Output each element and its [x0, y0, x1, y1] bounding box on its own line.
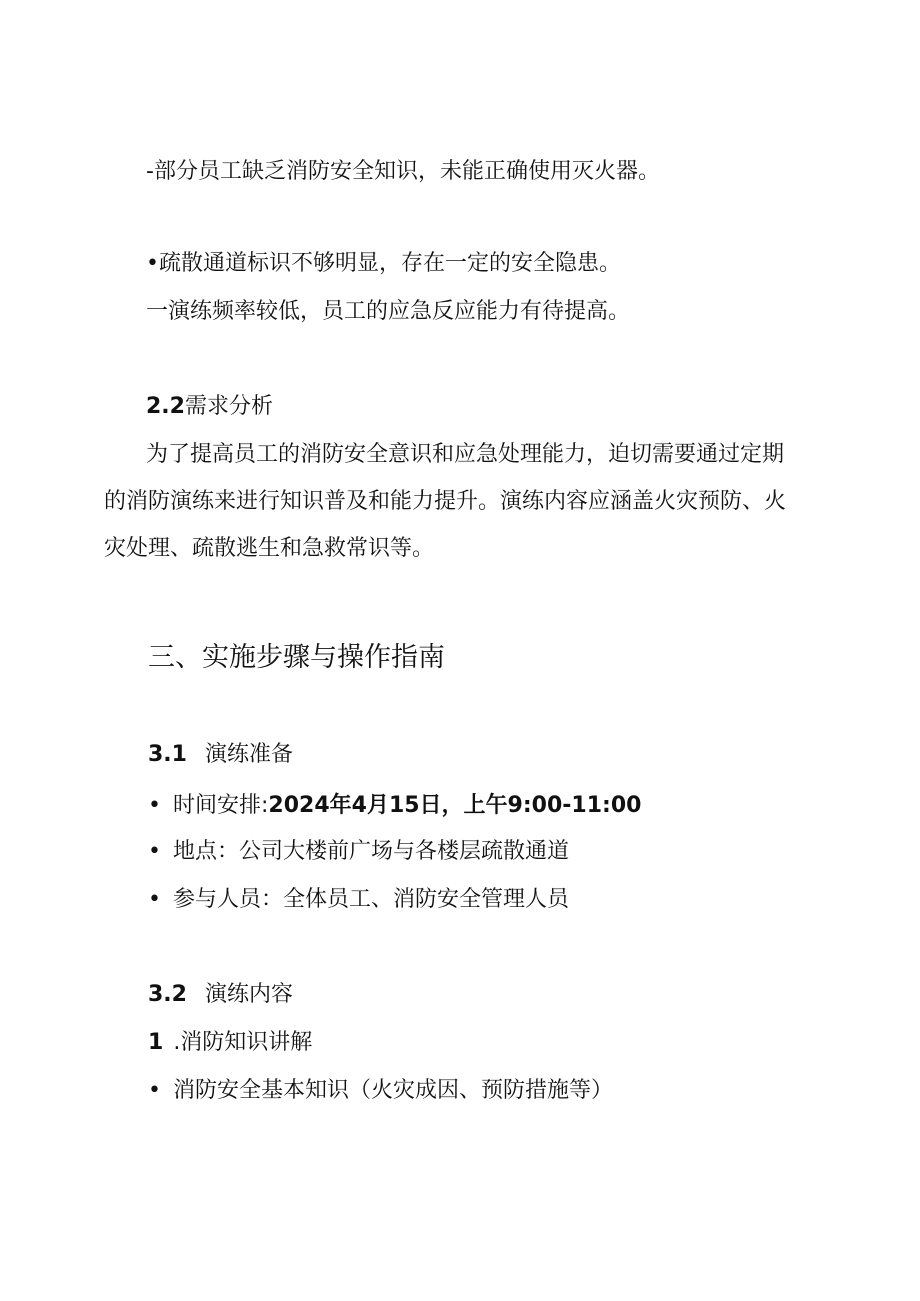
issue-line-1 — [146, 157, 660, 187]
section-number: 3.2 — [148, 982, 187, 1007]
bullet-value: 全体员工、消防安全管理人员 — [283, 887, 570, 912]
bullet-item-participants — [148, 885, 569, 915]
bullet-item-location — [148, 837, 569, 867]
bullet-icon: • — [148, 1078, 161, 1103]
numbered-item-1 — [148, 1028, 312, 1058]
dash-prefix-2: 一 — [146, 299, 169, 324]
section-heading-3-2 — [148, 980, 293, 1010]
bullet-icon: • — [148, 887, 161, 912]
section-title: 演练准备 — [204, 742, 293, 767]
paragraph-line-3: 灾处理、疏散逃生和急救常识等。 — [104, 536, 435, 561]
section-title: 演练内容 — [204, 982, 293, 1007]
bullet-icon: • — [148, 839, 161, 864]
issue-text-1: 部分员工缺乏消防安全知识，未能正确使用灭火器。 — [153, 159, 660, 184]
section-heading-2-2 — [146, 392, 273, 422]
item-title: .消防知识讲解 — [173, 1030, 313, 1055]
issue-text-2: 疏散通道标识不够明显，存在一定的安全隐患。 — [158, 251, 621, 276]
section-number: 3.1 — [148, 742, 187, 767]
issue-text-3: 演练频率较低，员工的应急反应能力有待提高。 — [168, 299, 631, 324]
bullet-prefix: • — [146, 251, 159, 276]
bullet-item-basic-knowledge — [148, 1076, 613, 1106]
item-number: 1 — [148, 1030, 164, 1055]
issue-line-3 — [146, 297, 630, 327]
chapter-title: 三、实施步骤与操作指南 — [148, 642, 445, 673]
dash-prefix: - — [146, 159, 154, 184]
section-title: 需求分析 — [184, 394, 273, 419]
bullet-value: 公司大楼前广场与各楼层疏散通道 — [239, 839, 570, 864]
section-number: 2.2 — [146, 394, 185, 419]
paragraph-line-2: 的消防演练来进行知识普及和能力提升。演练内容应涵盖火灾预防、火 — [104, 489, 787, 514]
bullet-label: 参与人员： — [172, 887, 283, 912]
issue-line-2 — [146, 249, 621, 279]
bullet-label: 地点： — [172, 839, 239, 864]
bullet-item-time — [148, 791, 641, 821]
bullet-icon: • — [148, 793, 161, 818]
bullet-text: 消防安全基本知识（火灾成因、预防措施等） — [172, 1078, 613, 1103]
bullet-value: 2024年4月15日，上午9:00-11:00 — [268, 793, 642, 818]
section-heading-3-1 — [148, 740, 293, 770]
bullet-label: 时间安排: — [172, 793, 269, 818]
paragraph-line-1: 为了提高员工的消防安全意识和应急处理能力，迫切需要通过定期 — [146, 442, 785, 467]
